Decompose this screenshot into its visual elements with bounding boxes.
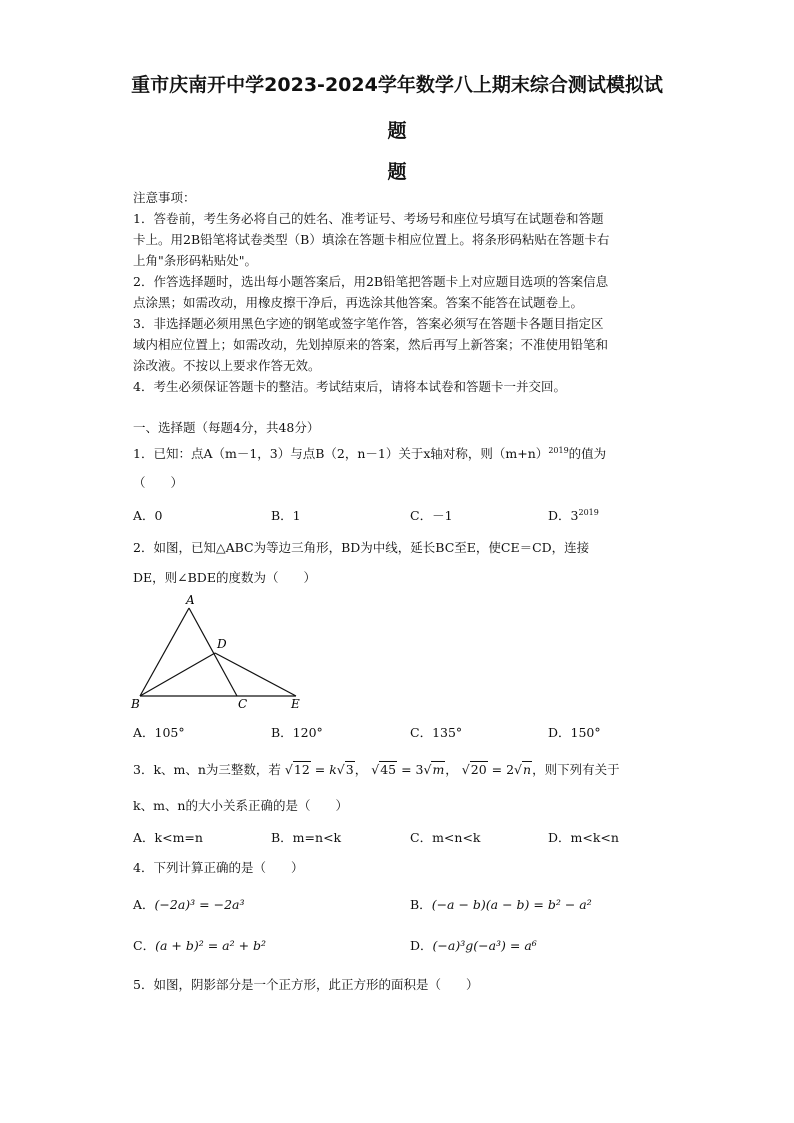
question-2-line1: 2．如图，已知△ABC为等边三角形，BD为中线，延长BC至E，使CE＝CD，连接 (133, 540, 590, 555)
q1-option-d-exponent: 2019 (578, 507, 599, 517)
q1-option-d[interactable] (548, 506, 599, 524)
q3-eq1-radicand: 12 (293, 762, 310, 777)
notice-line: 2．作答选择题时，选出每小题答案后，用2B铅笔把答题卡上对应题目选项的答案信息 (133, 274, 609, 289)
page-subtitle: 题 (387, 161, 407, 183)
q3-eq2: √45 = 3√m (371, 762, 445, 777)
notice-line: 域内相应位置上；如需改动，先划掉原来的答案，然后再写上新答案；不准使用铅笔和 (133, 337, 609, 352)
q3-suffix: ，则下列有关于 (532, 762, 620, 777)
q3-eq1-root: 3 (345, 762, 354, 777)
q3-sep: ， (354, 762, 368, 777)
notice-line: 上角"条形码粘贴处"。 (133, 253, 257, 268)
notice-heading: 注意事项： (133, 190, 196, 205)
q4-option-c-expr: (a + b)² = a² + b² (155, 938, 267, 953)
question-1 (133, 444, 606, 462)
q4-option-b-label: B． (410, 897, 432, 912)
q1-option-c[interactable]: C．－1 (410, 508, 453, 523)
q3-option-c[interactable]: C．m<n<k (410, 830, 481, 845)
q4-option-a-expr: (−2a)³ = −2a³ (154, 897, 245, 912)
question-1-tail: 的值为 (568, 446, 607, 461)
question-4: 4．下列计算正确的是（ ） (133, 860, 304, 875)
q4-option-a[interactable] (133, 895, 245, 913)
q4-option-c-label: C． (133, 938, 156, 953)
notice-line: 涂改液。不按以上要求作答无效。 (133, 358, 321, 373)
q3-eq1: √12 = k√3 (284, 762, 354, 777)
q4-option-d[interactable] (410, 936, 537, 954)
notice-line: 4．考生必须保证答题卡的整洁。考试结束后，请将本试卷和答题卡一并交回。 (133, 379, 566, 394)
question-1-paren: （ ） (133, 475, 184, 490)
label-a: A (186, 593, 195, 607)
q4-option-c[interactable] (133, 936, 266, 954)
label-b: B (131, 697, 140, 711)
notice-line: 卡上。用2B铅笔将试卷类型（B）填涂在答题卡相应位置上。将条形码粘贴在答题卡右 (133, 232, 610, 247)
q2-option-d[interactable]: D．150° (548, 725, 601, 740)
q3-eq2-coef: 3 (415, 762, 424, 777)
label-d: D (217, 637, 227, 651)
question-3-line2: k、m、n的大小关系正确的是（ ） (133, 798, 348, 813)
segment-ab (140, 608, 189, 696)
q3-eq3-coef: 2 (506, 762, 515, 777)
notice-line: 3．非选择题必须用黑色字迹的钢笔或签字笔作答，答案必须写在答题卡各题目指定区 (133, 316, 604, 331)
q1-option-b[interactable]: B．1 (271, 508, 301, 523)
q2-option-b[interactable]: B．120° (271, 725, 323, 740)
section-heading: 一、选择题（每题4分，共48分） (133, 420, 320, 435)
notice-line: 点涂黑；如需改动，用橡皮擦干净后，再选涂其他答案。答案不能答在试题卷上。 (133, 295, 584, 310)
q4-option-d-label: D． (410, 938, 433, 953)
q3-option-a[interactable]: A．k<m=n (133, 830, 203, 845)
q4-option-b[interactable] (410, 895, 592, 913)
q3-eq3: √20 = 2√n (461, 762, 532, 777)
q2-option-a[interactable]: A．105° (133, 725, 185, 740)
q4-option-b-expr: (−a − b)(a − b) = b² − a² (431, 897, 592, 912)
page-title-continued: 题 (387, 120, 407, 142)
label-e: E (291, 697, 300, 711)
question-2-line2: DE，则∠BDE的度数为（ ） (133, 570, 316, 585)
q3-eq2-root: m (432, 762, 445, 777)
question-1-text: 1．已知：点A（m－1，3）与点B（2，n－1）关于x轴对称，则（m+n） (133, 446, 549, 461)
question-1-exponent: 2019 (548, 445, 569, 455)
q1-option-a[interactable]: A．0 (133, 508, 163, 523)
q2-option-c[interactable]: C．135° (410, 725, 463, 740)
segment-bd (140, 653, 215, 696)
q3-option-d[interactable]: D．m<k<n (548, 830, 619, 845)
question-5: 5．如图，阴影部分是一个正方形，此正方形的面积是（ ） (133, 977, 479, 992)
q3-sep: ， (445, 762, 458, 777)
triangle-figure (128, 592, 328, 712)
notice-line: 1．答卷前，考生务必将自己的姓名、准考证号、考场号和座位号填写在试题卷和答题 (133, 211, 604, 226)
question-3-line1 (133, 760, 620, 778)
q3-eq3-root: n (523, 762, 532, 777)
label-c: C (238, 697, 248, 711)
q4-option-a-label: A． (133, 897, 155, 912)
q3-eq3-radicand: 20 (470, 762, 487, 777)
segment-de (215, 653, 296, 696)
segment-ac (189, 608, 237, 696)
q1-option-d-text: D．3 (548, 508, 579, 523)
q3-eq2-radicand: 45 (380, 762, 397, 777)
q3-option-b[interactable]: B．m=n<k (271, 830, 342, 845)
page-title: 重市庆南开中学2023-2024学年数学八上期末综合测试模拟试 (131, 74, 663, 96)
q3-eq1-k: k (329, 762, 337, 777)
q4-option-d-expr: (−a)³g(−a³) = a⁶ (432, 938, 537, 953)
q3-prefix: 3．k、m、n为三整数，若 (133, 762, 281, 777)
